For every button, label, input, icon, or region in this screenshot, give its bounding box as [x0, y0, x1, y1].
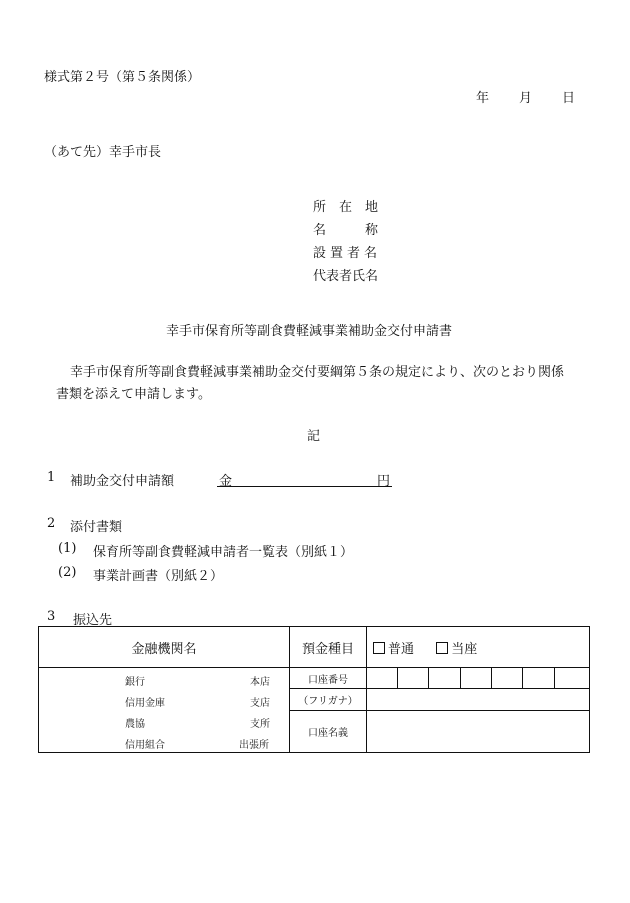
- doc1-text: 保育所等副食費軽減申請者一覧表（別紙１）: [93, 545, 354, 560]
- digit-box-6[interactable]: [523, 668, 555, 689]
- item3-label: 振込先: [73, 613, 113, 628]
- label-representative: 代表者氏名: [313, 269, 379, 284]
- header-institution: 金融機関名: [39, 627, 290, 668]
- digit-box-4[interactable]: [461, 668, 492, 689]
- date-line: [476, 87, 575, 106]
- account-name-label: 口座名義: [290, 710, 367, 753]
- checkbox-ordinary[interactable]: [373, 642, 385, 654]
- checkbox-current[interactable]: [436, 642, 448, 654]
- account-name-field[interactable]: [367, 710, 590, 753]
- header-account-type: 預金種目: [290, 627, 367, 668]
- item1-prefix: 金: [219, 474, 233, 489]
- branch-type-honten: 本店: [250, 677, 270, 688]
- digit-box-5[interactable]: [492, 668, 523, 689]
- item2-number: 2: [47, 516, 56, 531]
- doc2-num: (2): [58, 565, 77, 580]
- label-name: 名 称: [313, 223, 379, 238]
- digit-box-3[interactable]: [429, 668, 461, 689]
- account-type-options: [367, 627, 590, 668]
- institution-type-shinkin: 信用金庫: [125, 698, 165, 709]
- digit-box-2[interactable]: [398, 668, 429, 689]
- furigana-label: （フリガナ）: [290, 689, 367, 710]
- ki-mark: 記: [307, 429, 321, 444]
- item3-number: 3: [47, 609, 56, 624]
- institution-type-nokyo: 農協: [125, 719, 145, 730]
- date-year: 年: [476, 91, 490, 106]
- branch-type-shiten: 支店: [250, 698, 270, 709]
- option-ordinary: 普通: [388, 641, 415, 657]
- body-line-2: 書類を添えて申請します。: [56, 387, 211, 402]
- document-title: 幸手市保育所等副食費軽減事業補助金交付申請書: [166, 324, 453, 339]
- digit-box-7[interactable]: [555, 668, 590, 689]
- body-line-1: 幸手市保育所等副食費軽減事業補助金交付要綱第５条の規定により、次のとおり関係: [70, 365, 565, 380]
- digit-box-1[interactable]: [367, 668, 398, 689]
- branch-type-shuchojo: 出張所: [239, 740, 269, 751]
- doc1-num: (1): [58, 541, 77, 556]
- date-day: 日: [562, 91, 576, 106]
- institution-cell: [39, 668, 290, 753]
- doc2-text: 事業計画書（別紙２）: [93, 569, 224, 584]
- date-month: 月: [519, 91, 533, 106]
- option-current: 当座: [451, 641, 478, 657]
- item1-suffix: 円: [377, 474, 391, 489]
- furigana-field[interactable]: [367, 689, 590, 710]
- branch-type-shisho: 支所: [250, 719, 270, 730]
- addressee: （あて先）幸手市長: [44, 145, 162, 160]
- label-establisher: 設置者名: [313, 246, 382, 261]
- amount-underline: [217, 486, 392, 487]
- label-address: 所 在 地: [313, 200, 379, 215]
- bank-account-table: [38, 626, 590, 753]
- form-number: 様式第２号（第５条関係）: [44, 70, 201, 85]
- item2-label: 添付書類: [70, 520, 123, 535]
- institution-type-kumiai: 信用組合: [125, 740, 165, 751]
- item1-number: 1: [47, 470, 56, 485]
- institution-type-bank: 銀行: [125, 677, 145, 688]
- item1-label: 補助金交付申請額: [70, 474, 175, 489]
- applicant-labels: [313, 196, 381, 288]
- account-number-label: 口座番号: [290, 668, 367, 689]
